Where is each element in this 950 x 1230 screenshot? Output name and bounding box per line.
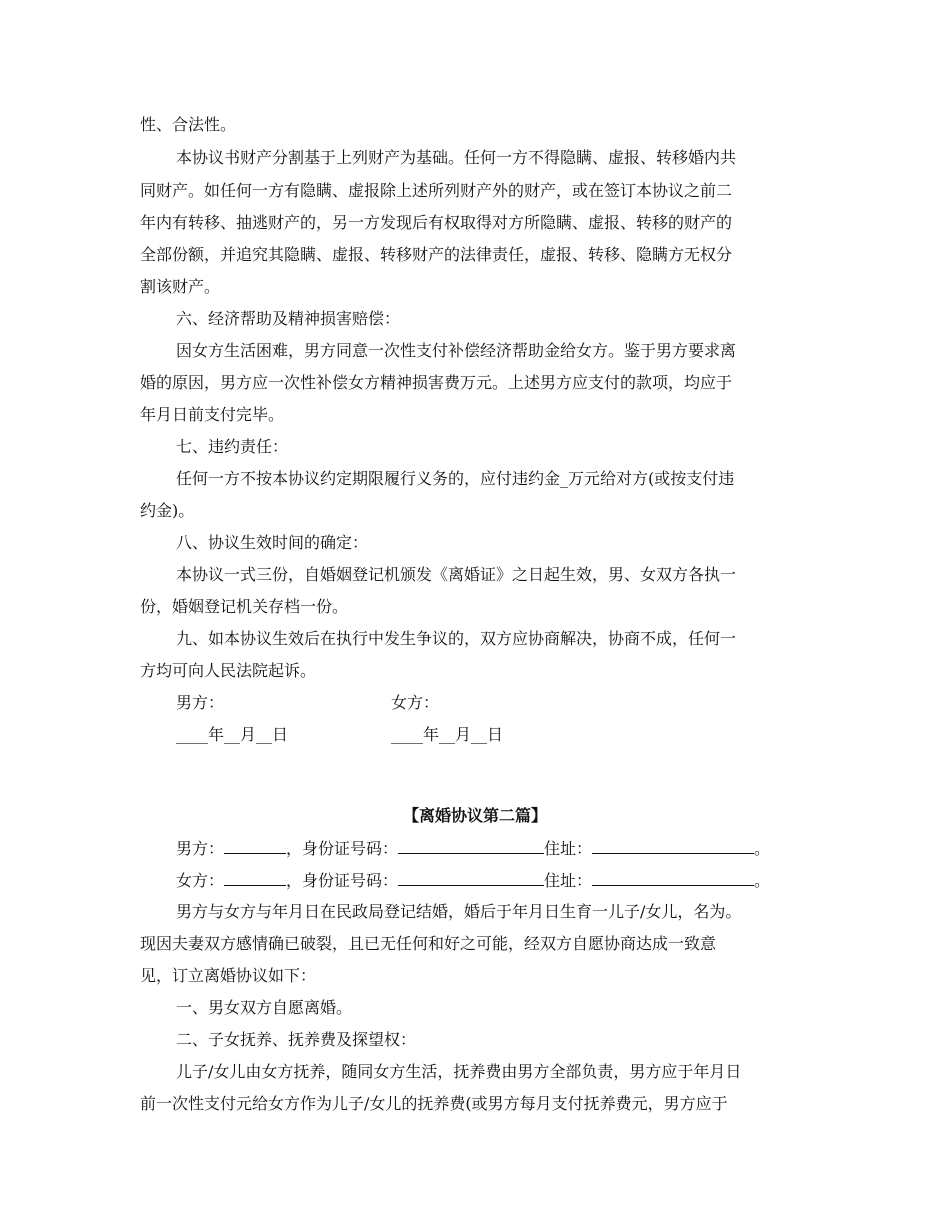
paragraph-line: 年内有转移、抽逃财产的，另一方发现后有权取得对方所隐瞒、虚报、转移的财产的 [140, 213, 733, 232]
section-heading: 六、经济帮助及精神损害赔偿： [176, 309, 401, 328]
paragraph-line: 方均可向人民法院起诉。 [140, 661, 317, 680]
signature-male-date: ____年__月__日 [176, 725, 289, 744]
signature-female-label: 女方： [391, 693, 440, 712]
paragraph-line: 任何一方不按本协议约定期限履行义务的，应付违约金_万元给对方(或按支付违 [176, 469, 735, 488]
paragraph-line: 年月日前支付完毕。 [140, 405, 285, 424]
paragraph-line: 因女方生活困难，男方同意一次性支付补偿经济帮助金给女方。鉴于男方要求离 [176, 341, 737, 360]
name-blank [224, 870, 286, 886]
id-blank [398, 838, 544, 854]
id-blank [398, 870, 544, 886]
party-female-line [176, 870, 770, 891]
section-heading: 七、违约责任： [176, 437, 289, 456]
section-heading: 二、子女抚养、抚养费及探望权： [176, 1030, 417, 1049]
line-end: 。 [754, 871, 771, 890]
section-heading: 一、男女双方自愿离婚。 [176, 998, 353, 1017]
paragraph-line: 性、合法性。 [140, 115, 237, 134]
address-blank [592, 870, 754, 886]
paragraph-line: 见，订立离婚协议如下： [140, 966, 317, 985]
party-male-line [176, 838, 770, 859]
paragraph-line: 婚的原因，男方应一次性补偿女方精神损害费万元。上述男方应支付的款项，均应于 [140, 373, 733, 392]
paragraph-line: 男方与女方与年月日在民政局登记结婚，婚后于年月日生育一儿子/女儿，名为。 [176, 902, 742, 921]
paragraph-line: 前一次性支付元给女方作为儿子/女儿的抚养费(或男方每月支付抚养费元，男方应于 [140, 1094, 728, 1113]
party-female-label: 女方： [176, 871, 225, 890]
signature-female-date: ____年__月__日 [391, 725, 504, 744]
paragraph-line: 同财产。如任何一方有隐瞒、虚报除上述所列财产外的财产，或在签订本协议之前二 [140, 181, 733, 200]
id-label: ，身份证号码： [286, 839, 399, 858]
id-label: ，身份证号码： [286, 871, 399, 890]
paragraph-line: 割该财产。 [140, 277, 221, 296]
section-heading: 八、协议生效时间的确定： [176, 533, 369, 552]
line-end: 。 [754, 839, 771, 858]
paragraph-line: 约金)。 [140, 501, 195, 520]
section-title: 【离婚协议第二篇】 [402, 806, 547, 825]
party-male-label: 男方： [176, 839, 225, 858]
paragraph-line: 份，婚姻登记机关存档一份。 [140, 597, 349, 616]
signature-male-label: 男方： [176, 693, 225, 712]
address-label: 住址： [544, 871, 593, 890]
paragraph-line: 现因夫妻双方感情确已破裂，且已无任何和好之可能，经双方自愿协商达成一致意 [140, 934, 717, 953]
paragraph-line: 全部份额，并追究其隐瞒、虚报、转移财产的法律责任，虚报、转移、隐瞒方无权分 [140, 245, 733, 264]
name-blank [224, 838, 286, 854]
address-label: 住址： [544, 839, 593, 858]
paragraph-line: 儿子/女儿由女方抚养，随同女方生活，抚养费由男方全部负责，男方应于年月日 [176, 1062, 742, 1081]
paragraph-line: 本协议一式三份，自婚姻登记机颁发《离婚证》之日起生效，男、女双方各执一 [176, 565, 737, 584]
paragraph-line: 本协议书财产分割基于上列财产为基础。任何一方不得隐瞒、虚报、转移婚内共 [176, 148, 737, 167]
address-blank [592, 838, 754, 854]
paragraph-line: 九、如本协议生效后在执行中发生争议的，双方应协商解决，协商不成，任何一 [176, 629, 737, 648]
